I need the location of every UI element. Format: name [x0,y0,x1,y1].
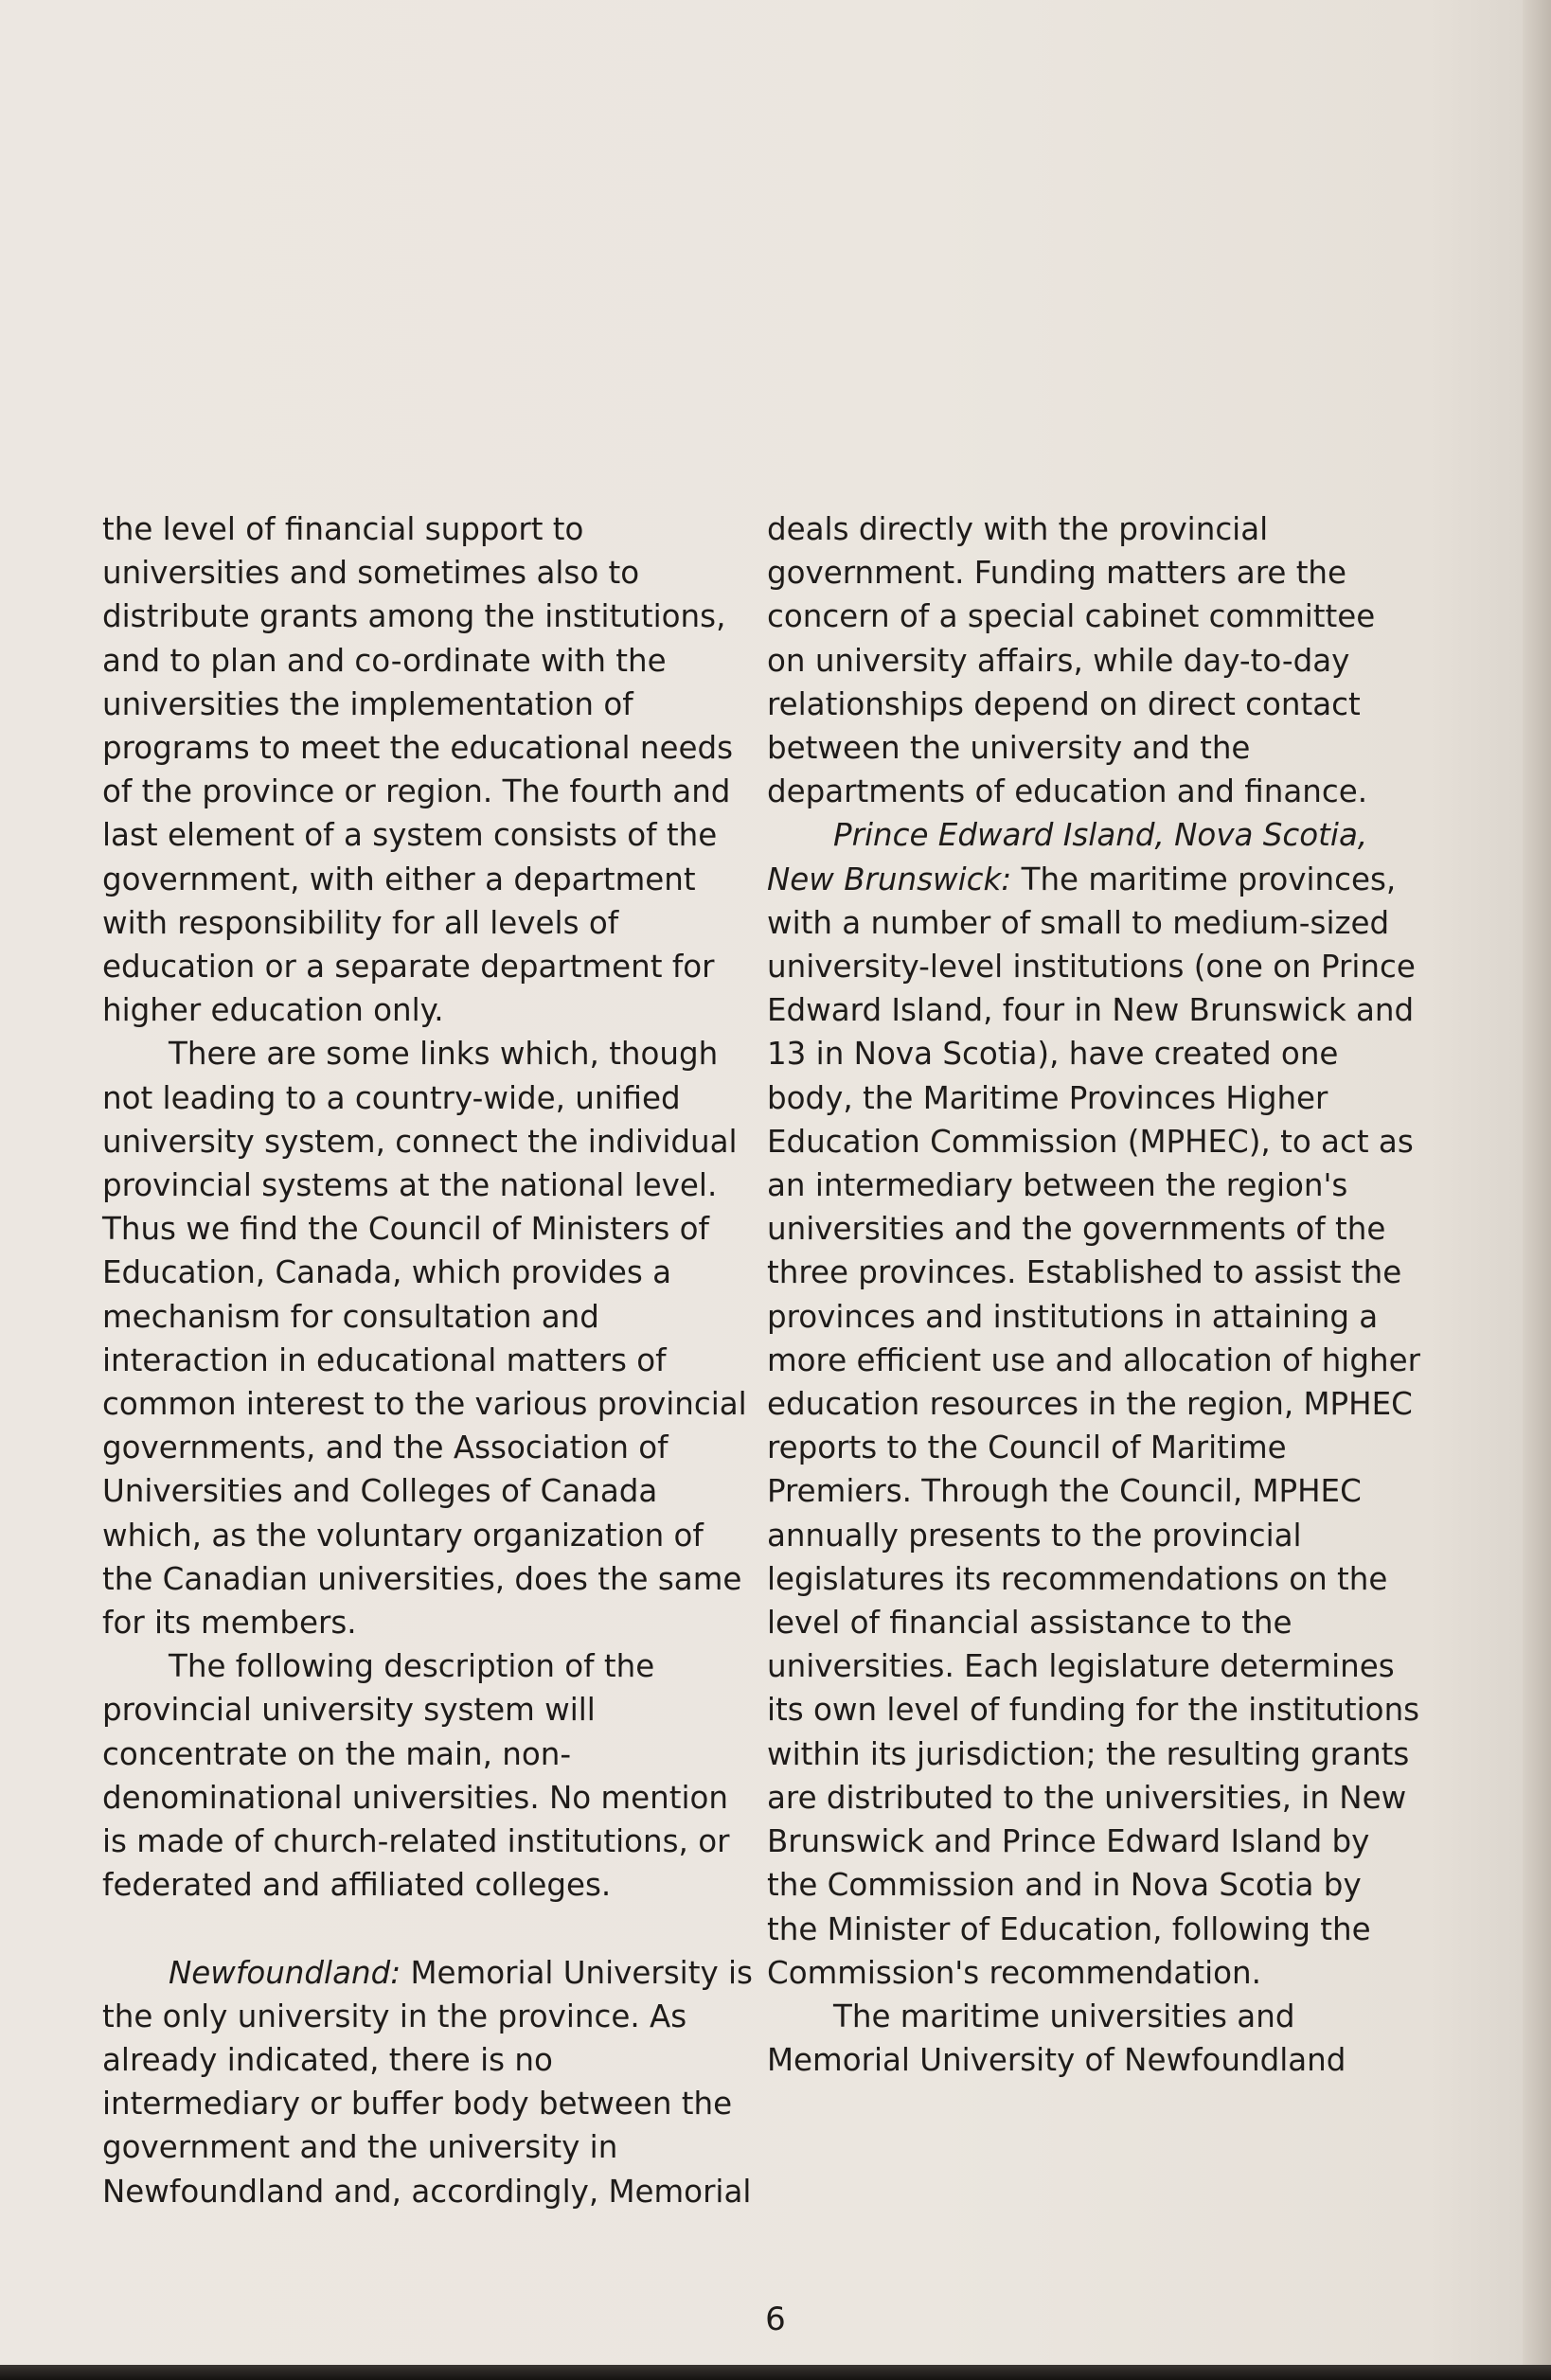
page-number: 6 [765,2300,786,2338]
right-column [767,507,1420,2082]
left-paragraph-1: the level of financial support to universities and sometimes also to distribute grants among the institutions, and to plan and co-ordinate with the universities the implementation of programs to meet the educational needs of the province or region. The fourth and last element of a system consists of the government, with either a department with responsibility for all levels of education or a separate department for higher education only. [102,511,734,1029]
right-paragraph-3: The maritime universities and Memorial University of Newfoundland [767,1998,1346,2079]
left-paragraph-4 [102,1951,756,2213]
left-paragraph-3: The following description of the provincial university system will concentrate on the main, non-denominational universities. No mention is made of church-related institutions, or federated and affiliated colleges. [102,1648,730,1904]
page-bottom-edge [0,2365,1551,2380]
paragraph-spacer [102,1908,756,1951]
newfoundland-text: Memorial University is the only university in the province. As already indicated, there is no intermediary or buffer body between the government and the university in Newfoundland and, accordingly, Memorial [102,1954,753,2210]
left-paragraph-2: There are some links which, though not leading to a country-wide, unified university system, connect the individual provincial systems at the national level. Thus we find the Council of Ministers of Education, Canada, which provides a mechanism for consultation and interaction in educational matters of common interest to the various provincial governments, and the Association of Universities and Colleges of Canada which, as the voluntary organization of the Canadian universities, does the same for its members. [102,1036,747,1642]
right-paragraph-2 [767,813,1420,1994]
maritimes-heading: Prince Edward Island, Nova Scotia, New Brunswick: [767,817,1368,897]
page-edge-shadow [1523,0,1551,2380]
left-column [102,507,756,2213]
newfoundland-heading: Newfoundland: [169,1954,401,1991]
maritimes-text: The maritime provinces, with a number of small to medium-sized university-level institutions (one on Prince Edward Island, four in New Brunswick and 13 in Nova Scotia), have created one body, the Maritime Provinces Higher Education Commission (MPHEC), to act as an intermediary between the region's universities and the governments of the three provinces. Established to assist the provinces and institutions in attaining a more efficient use and allocation of higher education resources in the region, MPHEC reports to the Council of Maritime Premiers. Through the Council, MPHEC annually presents to the provincial legislatures its recommendations on the level of financial assistance to the universities. Each legislature determines its own level of funding for the institutions within its jurisdiction; the resulting grants are distributed to the universities, in New Brunswick and Prince Edward Island by the Commission and in Nova Scotia by the Minister of Education, following the Commission's recommendation. [767,861,1420,1991]
right-paragraph-1: deals directly with the provincial government. Funding matters are the concern of a special cabinet committee on university affairs, while day-to-day relationships depend on direct contact between the university and the departments of education and finance. [767,511,1376,810]
